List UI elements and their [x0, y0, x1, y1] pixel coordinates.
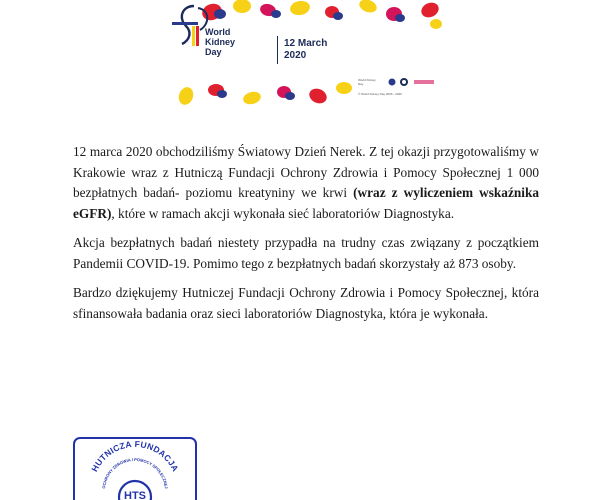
sponsor-text-1: World Kidney [358, 78, 376, 82]
foundation-initials: HTS [124, 490, 146, 500]
sponsor-text-2: Day [358, 82, 364, 86]
egfr-emphasis: (wraz z wyliczeniem wskaźnika eGFR) [73, 185, 539, 221]
banner-divider [277, 36, 278, 64]
event-date-day: 12 March [284, 38, 328, 49]
foundation-name: HUTNICZA FUNDACJA [89, 438, 181, 474]
event-date-year: 2020 [284, 50, 307, 61]
paragraph-3: Bardzo dziękujemy Hutniczej Fundacji Ochrony Zdrowia i Pomocy Społecznej, która sfinansowała badania oraz sieci laboratoriów Diagnostyka, która je wykonała. [73, 285, 539, 321]
world-kidney-day-wordmark [205, 27, 235, 57]
wkd-line-3: Day [205, 47, 222, 57]
sponsor-footer: © World Kidney Day 2006 - 2020 [358, 92, 402, 96]
article-body [73, 142, 539, 333]
wkd-line-2: Kidney [205, 37, 236, 47]
paragraph-1-text: 12 marca 2020 obchodziliśmy Światowy Dzień Nerek. Z tej okazji przygotowaliśmy w Krakowie wraz z Hutniczą Fundacji Ochrony Zdrowia i Pomocy Społecznej 1 000 bezpłatnych badań- poziomu kreatyniny we krwi [73, 144, 539, 200]
wkd-line-1: World [205, 27, 231, 37]
world-kidney-day-banner [172, 0, 444, 106]
paragraph-1-tail: , które w ramach akcji wykonała sieć laboratoriów Diagnostyka. [111, 205, 455, 221]
foundation-logo [73, 437, 197, 500]
event-date [284, 38, 327, 62]
sponsor-emblems-icon [358, 78, 442, 92]
sponsor-logos [358, 78, 442, 98]
paragraph-2: Akcja bezpłatnych badań niestety przypadła na trudny czas związany z początkiem Pandemii COVID-19. Pomimo tego z bezpłatnych badań skorzystały aż 873 osoby. [73, 235, 539, 271]
paragraph-1 [73, 142, 539, 224]
foundation-subtitle: OCHRONY ZDROWIA I POMOCY SPOŁECZNEJ [101, 456, 169, 489]
